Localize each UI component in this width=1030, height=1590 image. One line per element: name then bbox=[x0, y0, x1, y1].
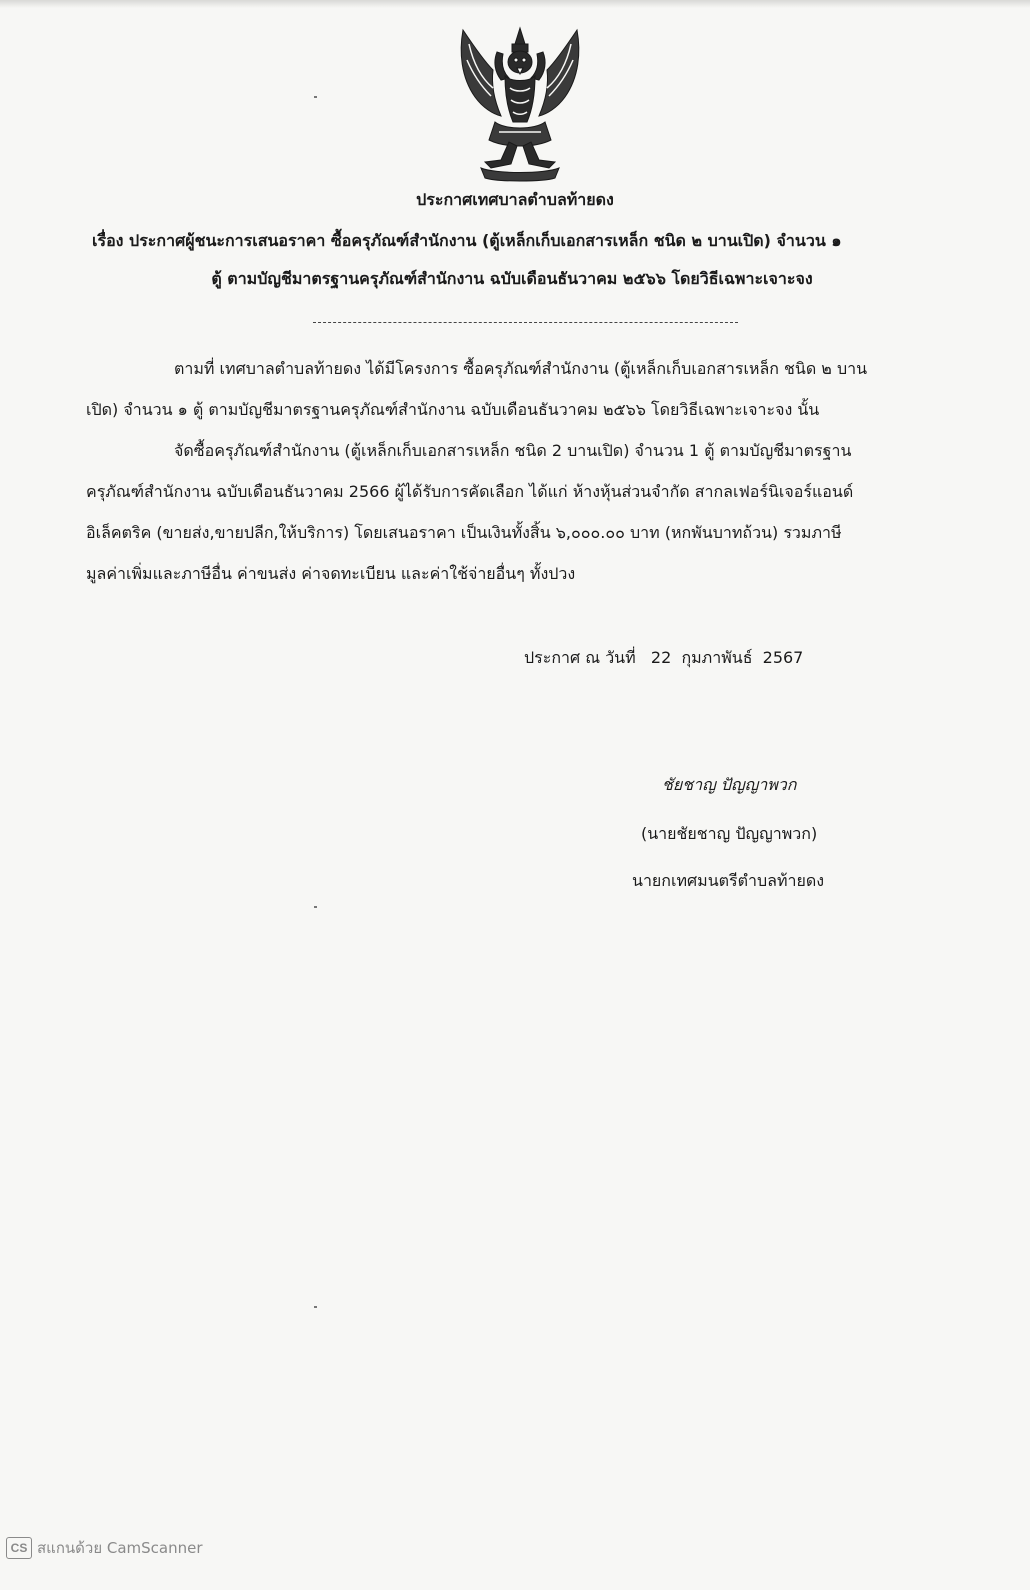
camscanner-logo-icon: CS bbox=[6, 1537, 32, 1559]
scan-edge-shadow bbox=[0, 0, 1030, 8]
paragraph-1-line-1-text: ตามที่ เทศบาลตำบลท้ายดง ได้มีโครงการ ซื้อครุภัณฑ์สำนักงาน (ตู้เหล็กเก็บเอกสารเหล็ก ชนิด ๒ บาน bbox=[174, 359, 868, 378]
garuda-emblem-icon bbox=[455, 22, 585, 182]
paragraph-2-line-3: อิเล็คตริค (ขายส่ง,ขายปลีก,ให้บริการ) โดยเสนอราคา เป็นเงินทั้งสิ้น ๖,๐๐๐.๐๐ บาท (หกพันบาทถ้วน) รวมภาษี bbox=[86, 523, 842, 542]
paragraph-1-line-2: เปิด) จำนวน ๑ ตู้ ตามบัญชีมาตรฐานครุภัณฑ์สำนักงาน ฉบับเดือนธันวาคม ๒๕๖๖ โดยวิธีเฉพาะเจาะจง นั้น bbox=[86, 400, 820, 419]
divider bbox=[313, 322, 738, 323]
paragraph-1 bbox=[86, 348, 948, 430]
subject-line-2: ตู้ ตามบัญชีมาตรฐานครุภัณฑ์สำนักงาน ฉบับเดือนธันวาคม ๒๕๖๖ โดยวิธีเฉพาะเจาะจง bbox=[211, 269, 813, 288]
paragraph-1-line-1 bbox=[86, 348, 948, 389]
camscanner-watermark bbox=[6, 1536, 203, 1560]
signature-handwritten: ชัยชาญ ปัญญาพวก bbox=[662, 775, 797, 794]
scan-speck bbox=[314, 1306, 317, 1308]
subject-line-1: เรื่อง ประกาศผู้ชนะการเสนอราคา ซื้อครุภัณฑ์สำนักงาน (ตู้เหล็กเก็บเอกสารเหล็ก ชนิด ๒ บานเปิด) จำนวน ๑ bbox=[92, 231, 842, 250]
paragraph-2-line-2: ครุภัณฑ์สำนักงาน ฉบับเดือนธันวาคม 2566 ผู้ได้รับการคัดเลือก ได้แก่ ห้างหุ้นส่วนจำกัด สากลเฟอร์นิเจอร์แอนด์ bbox=[86, 482, 854, 501]
paragraph-2-line-1 bbox=[86, 430, 948, 471]
scan-speck bbox=[314, 906, 317, 908]
signer-name: (นายชัยชาญ ปัญญาพวก) bbox=[641, 824, 818, 843]
document-title: ประกาศเทศบาลตำบลท้ายดง bbox=[416, 190, 614, 209]
scan-speck bbox=[314, 96, 317, 98]
paragraph-2-line-1-text: จัดซื้อครุภัณฑ์สำนักงาน (ตู้เหล็กเก็บเอกสารเหล็ก ชนิด 2 บานเปิด) จำนวน 1 ตู้ ตามบัญชีมาตรฐาน bbox=[174, 441, 852, 460]
paragraph-2 bbox=[86, 430, 948, 594]
announcement-date: ประกาศ ณ วันที่ 22 กุมภาพันธ์ 2567 bbox=[524, 648, 804, 667]
signer-position: นายกเทศมนตรีตำบลท้ายดง bbox=[632, 871, 825, 890]
paragraph-2-line-4: มูลค่าเพิ่มและภาษีอื่น ค่าขนส่ง ค่าจดทะเบียน และค่าใช้จ่ายอื่นๆ ทั้งปวง bbox=[86, 564, 576, 583]
camscanner-label: สแกนด้วย CamScanner bbox=[37, 1539, 203, 1557]
subject bbox=[92, 222, 962, 298]
